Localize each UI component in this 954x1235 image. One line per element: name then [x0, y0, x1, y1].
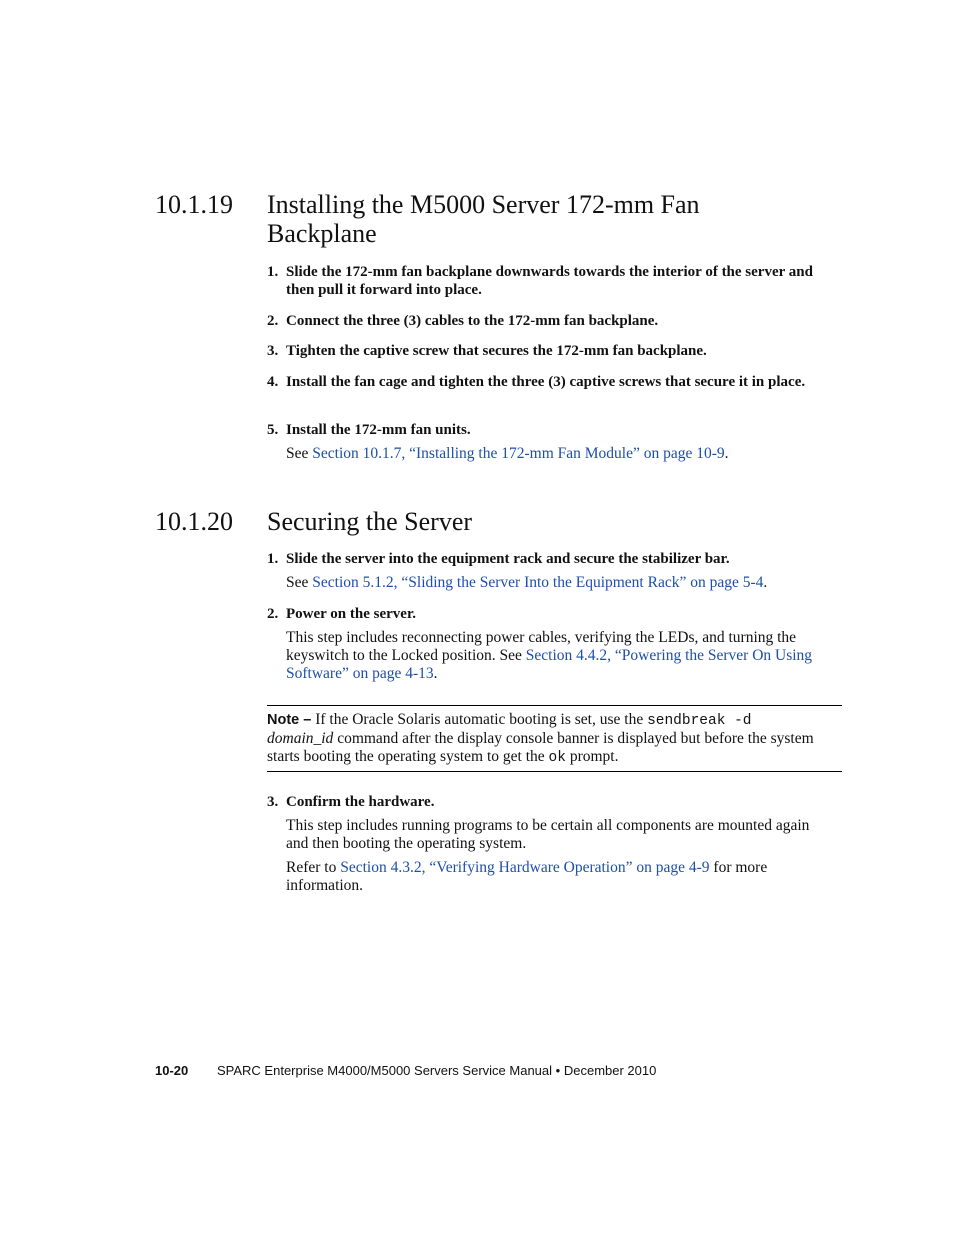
see-text: See [286, 445, 313, 462]
code-sendbreak: sendbreak -d [647, 713, 752, 729]
refer-text: Refer to [286, 859, 341, 876]
cross-reference-link[interactable]: Section 5.1.2, “Sliding the Server Into the Equipment Rack” on page 5-4 [312, 574, 764, 591]
body-text: This step includes reconnecting power cables, verifying the LEDs, and turning the keyswitch to the Locked position. See [286, 629, 797, 664]
step-text: Slide the 172-mm fan backplane downwards towards the interior of the server and then pull it forward into place. [286, 264, 813, 298]
step-text: Confirm the hardware. [286, 794, 435, 810]
punctuation: . [763, 574, 768, 591]
note [267, 711, 842, 767]
step-body [286, 445, 846, 463]
step-item [267, 312, 842, 330]
page-number: 10-20 [155, 1063, 189, 1078]
footer-text [217, 1063, 656, 1079]
step-body [286, 629, 842, 683]
step-body: This step includes running programs to be certain all components are mounted again and then booting the operating system. [286, 817, 810, 852]
cross-reference-link[interactable]: Section 10.1.7, “Installing the 172-mm Fan Module” on page 10-9 [312, 445, 725, 462]
step-number: 4. [267, 374, 279, 390]
step-text: Tighten the captive screw that secures the 172-mm fan backplane. [286, 343, 707, 359]
note-text: command after the display console banner is displayed but before the system starts booting the operating system to get the [267, 730, 814, 765]
cross-reference-link[interactable]: Section 4.4.2, “Powering the Server On Using Software” on page 4-13 [286, 647, 813, 682]
section-number: 10.1.20 [155, 507, 233, 536]
publication-date: December 2010 [563, 1063, 657, 1078]
note-text: prompt. [565, 748, 619, 765]
step-number: 5. [267, 422, 279, 438]
code-param: domain_id [267, 730, 334, 747]
section-title: Securing the Server [267, 507, 473, 536]
see-text: See [286, 574, 313, 591]
step-text: Power on the server. [286, 606, 416, 622]
step-number: 3. [267, 343, 279, 359]
note-text: If the Oracle Solaris automatic booting is set, use the [311, 711, 648, 728]
step-text: Connect the three (3) cables to the 172-mm fan backplane. [286, 313, 659, 329]
section-title: Installing the M5000 Server 172-mm Fan Backplane [267, 190, 700, 248]
step-number: 2. [267, 606, 279, 622]
note-bottom-rule [267, 771, 842, 772]
step-text: Install the fan cage and tighten the three (3) captive screws that secure it in place. [286, 374, 806, 390]
step-item [267, 605, 842, 623]
punctuation: . [433, 665, 438, 682]
step-item [267, 550, 842, 568]
punctuation: . [724, 445, 729, 462]
step-number: 1. [267, 551, 279, 567]
step-item [267, 263, 842, 299]
cross-reference-link[interactable]: Section 4.3.2, “Verifying Hardware Operation” on page 4-9 [340, 859, 710, 876]
note-top-rule [267, 705, 842, 706]
step-item [267, 421, 842, 439]
note-label: Note – [267, 712, 312, 728]
step-number: 1. [267, 264, 279, 280]
step-item [267, 373, 842, 391]
refer-text: for more information. [286, 859, 768, 894]
step-number: 3. [267, 794, 279, 810]
code-ok: ok [548, 750, 566, 766]
step-item [267, 793, 842, 811]
section-number: 10.1.19 [155, 190, 233, 219]
step-number: 2. [267, 313, 279, 329]
step-item [267, 342, 842, 360]
step-text: Slide the server into the equipment rack and secure the stabilizer bar. [286, 551, 730, 567]
step-text: Install the 172-mm fan units. [286, 422, 471, 438]
step-body [286, 859, 826, 895]
manual-title: SPARC Enterprise M4000/M5000 Servers Service Manual [217, 1063, 553, 1078]
step-body [286, 574, 846, 592]
bullet: • [555, 1063, 561, 1078]
